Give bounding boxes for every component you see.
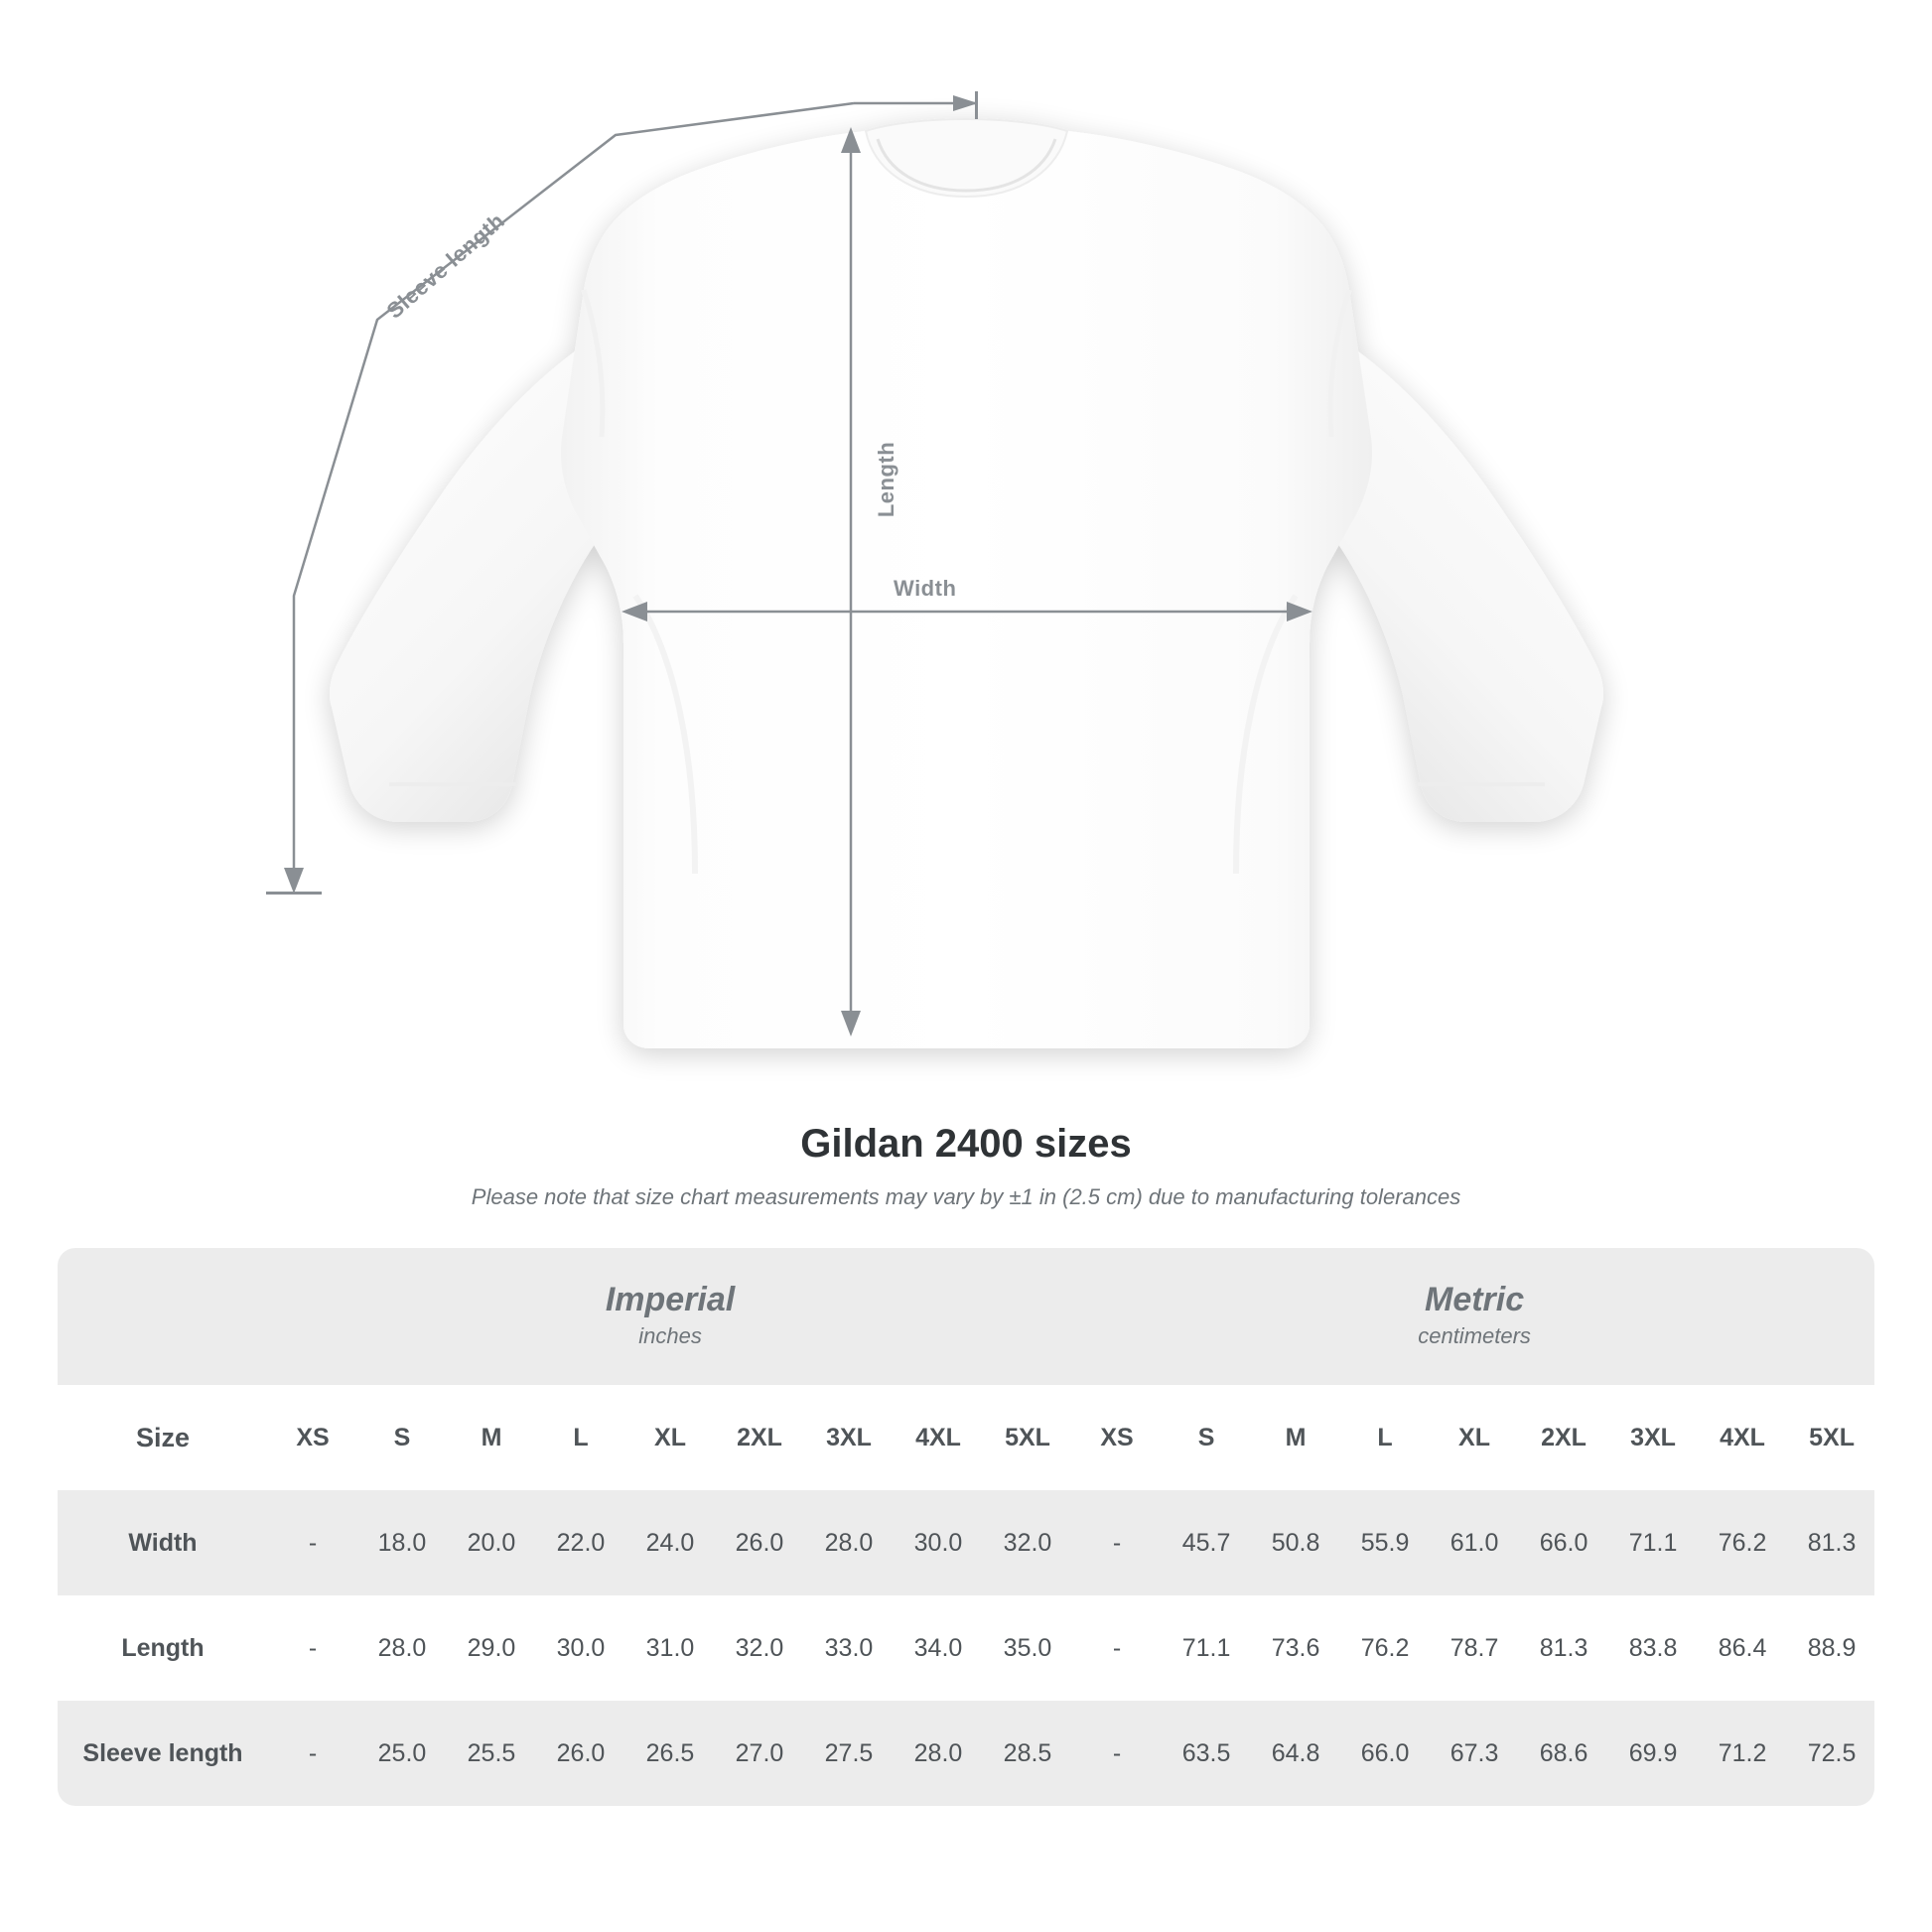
unit-group-imperial-sub: inches xyxy=(638,1323,702,1349)
row-label-sleeve-length: Sleeve length xyxy=(58,1701,268,1806)
cell-length-metric-m: 73.6 xyxy=(1251,1595,1340,1701)
length-label: Length xyxy=(874,441,899,518)
sleeve-length-label: Sleeve length xyxy=(381,207,510,324)
cell-length-metric-4xl: 86.4 xyxy=(1698,1595,1787,1701)
cell-width-imperial-3xl: 28.0 xyxy=(804,1490,894,1595)
cell-sleeve-imperial-2xl: 27.0 xyxy=(715,1701,804,1806)
cell-width-imperial-xl: 24.0 xyxy=(625,1490,715,1595)
size-header-label: Size xyxy=(58,1385,268,1490)
cell-width-metric-xs: - xyxy=(1072,1490,1162,1595)
cell-width-imperial-4xl: 30.0 xyxy=(894,1490,983,1595)
size-header-cell: 5XL xyxy=(1787,1385,1874,1490)
cell-width-metric-m: 50.8 xyxy=(1251,1490,1340,1595)
size-header-cell: 2XL xyxy=(1519,1385,1608,1490)
size-header-cell: S xyxy=(357,1385,447,1490)
cell-width-metric-l: 55.9 xyxy=(1340,1490,1430,1595)
size-header-cell: XL xyxy=(1430,1385,1519,1490)
size-chart-table xyxy=(58,1248,1874,1806)
cell-length-imperial-xs: - xyxy=(268,1595,357,1701)
tolerance-note: Please note that size chart measurements may vary by ±1 in (2.5 cm) due to manufacturing tolerances xyxy=(471,1184,1461,1209)
cell-sleeve-metric-4xl: 71.2 xyxy=(1698,1701,1787,1806)
cell-width-metric-5xl: 81.3 xyxy=(1787,1490,1874,1595)
cell-sleeve-metric-l: 66.0 xyxy=(1340,1701,1430,1806)
table-row xyxy=(58,1701,1874,1806)
cell-length-imperial-5xl: 35.0 xyxy=(983,1595,1072,1701)
cell-width-metric-xl: 61.0 xyxy=(1430,1490,1519,1595)
width-label: Width xyxy=(894,576,957,601)
cell-length-metric-3xl: 83.8 xyxy=(1608,1595,1698,1701)
cell-length-metric-2xl: 81.3 xyxy=(1519,1595,1608,1701)
table-corner-cell xyxy=(58,1248,268,1385)
cell-sleeve-imperial-s: 25.0 xyxy=(357,1701,447,1806)
cell-width-imperial-5xl: 32.0 xyxy=(983,1490,1072,1595)
table-row xyxy=(58,1490,1874,1595)
cell-length-imperial-4xl: 34.0 xyxy=(894,1595,983,1701)
cell-sleeve-metric-m: 64.8 xyxy=(1251,1701,1340,1806)
cell-length-imperial-2xl: 32.0 xyxy=(715,1595,804,1701)
cell-width-metric-3xl: 71.1 xyxy=(1608,1490,1698,1595)
cell-length-imperial-m: 29.0 xyxy=(447,1595,536,1701)
cell-width-imperial-s: 18.0 xyxy=(357,1490,447,1595)
cell-length-imperial-l: 30.0 xyxy=(536,1595,625,1701)
cell-sleeve-imperial-3xl: 27.5 xyxy=(804,1701,894,1806)
size-header-cell: 2XL xyxy=(715,1385,804,1490)
cell-sleeve-imperial-xs: - xyxy=(268,1701,357,1806)
cell-sleeve-metric-xs: - xyxy=(1072,1701,1162,1806)
cell-sleeve-imperial-xl: 26.5 xyxy=(625,1701,715,1806)
size-header-cell: S xyxy=(1162,1385,1251,1490)
cell-length-imperial-3xl: 33.0 xyxy=(804,1595,894,1701)
cell-length-metric-5xl: 88.9 xyxy=(1787,1595,1874,1701)
cell-sleeve-imperial-5xl: 28.5 xyxy=(983,1701,1072,1806)
row-label-length: Length xyxy=(58,1595,268,1701)
size-header-cell: 3XL xyxy=(804,1385,894,1490)
title-block xyxy=(0,1122,1932,1210)
cell-sleeve-metric-3xl: 69.9 xyxy=(1608,1701,1698,1806)
unit-group-metric-sub: centimeters xyxy=(1418,1323,1531,1349)
unit-group-imperial xyxy=(268,1248,1072,1385)
cell-sleeve-imperial-l: 26.0 xyxy=(536,1701,625,1806)
cell-length-imperial-xl: 31.0 xyxy=(625,1595,715,1701)
unit-group-metric xyxy=(1072,1248,1874,1385)
cell-length-metric-xl: 78.7 xyxy=(1430,1595,1519,1701)
shirt-shape xyxy=(330,119,1603,1048)
cell-width-imperial-l: 22.0 xyxy=(536,1490,625,1595)
size-header-cell: 3XL xyxy=(1608,1385,1698,1490)
size-header-cell: 4XL xyxy=(1698,1385,1787,1490)
cell-sleeve-imperial-4xl: 28.0 xyxy=(894,1701,983,1806)
cell-width-imperial-2xl: 26.0 xyxy=(715,1490,804,1595)
unit-group-imperial-name: Imperial xyxy=(605,1280,736,1318)
size-header-cell: L xyxy=(1340,1385,1430,1490)
table-row xyxy=(58,1595,1874,1701)
cell-sleeve-metric-2xl: 68.6 xyxy=(1519,1701,1608,1806)
size-header-cell: XL xyxy=(625,1385,715,1490)
cell-length-metric-xs: - xyxy=(1072,1595,1162,1701)
cell-width-imperial-xs: - xyxy=(268,1490,357,1595)
cell-length-metric-l: 76.2 xyxy=(1340,1595,1430,1701)
cell-sleeve-metric-xl: 67.3 xyxy=(1430,1701,1519,1806)
size-header-cell: 4XL xyxy=(894,1385,983,1490)
cell-length-metric-s: 71.1 xyxy=(1162,1595,1251,1701)
cell-width-metric-s: 45.7 xyxy=(1162,1490,1251,1595)
size-header-cell: L xyxy=(536,1385,625,1490)
size-header-cell: M xyxy=(1251,1385,1340,1490)
size-header-row xyxy=(58,1385,1874,1490)
cell-width-imperial-m: 20.0 xyxy=(447,1490,536,1595)
cell-sleeve-imperial-m: 25.5 xyxy=(447,1701,536,1806)
row-label-width: Width xyxy=(58,1490,268,1595)
size-header-cell: 5XL xyxy=(983,1385,1072,1490)
cell-sleeve-metric-s: 63.5 xyxy=(1162,1701,1251,1806)
unit-header-row xyxy=(58,1248,1874,1385)
size-header-cell: M xyxy=(447,1385,536,1490)
size-header-cell: XS xyxy=(268,1385,357,1490)
page-title: Gildan 2400 sizes xyxy=(800,1122,1132,1166)
size-chart-table-wrapper xyxy=(58,1248,1874,1806)
cell-width-metric-2xl: 66.0 xyxy=(1519,1490,1608,1595)
size-header-cell: XS xyxy=(1072,1385,1162,1490)
cell-width-metric-4xl: 76.2 xyxy=(1698,1490,1787,1595)
cell-sleeve-metric-5xl: 72.5 xyxy=(1787,1701,1874,1806)
unit-group-metric-name: Metric xyxy=(1425,1280,1525,1318)
cell-length-imperial-s: 28.0 xyxy=(357,1595,447,1701)
